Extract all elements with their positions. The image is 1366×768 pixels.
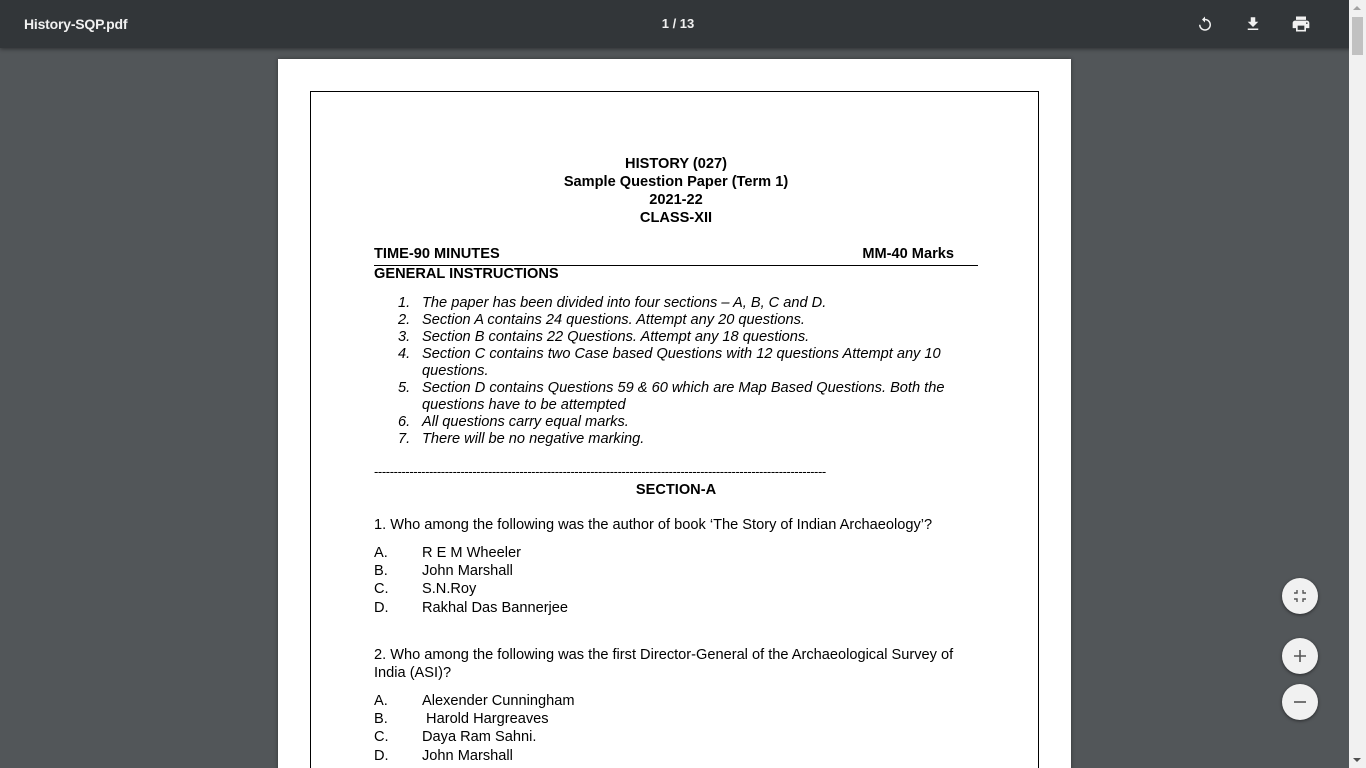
question-2-options	[374, 692, 934, 765]
fit-page-icon	[1293, 589, 1307, 603]
fit-page-button[interactable]	[1282, 578, 1318, 614]
zoom-out-icon	[1293, 695, 1307, 709]
option-row: D. John Marshall	[374, 747, 513, 764]
time-marks-row	[374, 246, 978, 266]
instruction-item: 2. Section A contains 24 questions. Attempt any 20 questions.	[398, 312, 805, 328]
download-button[interactable]	[1241, 12, 1265, 36]
section-title: SECTION-A	[635, 482, 717, 498]
page-indicator: 1 / 13	[661, 16, 695, 31]
session-year: 2021-22	[649, 192, 703, 208]
instructions-title: GENERAL INSTRUCTIONS	[374, 266, 559, 282]
option-row: C. Daya Ram Sahni.	[374, 729, 537, 746]
subject-title: HISTORY (027)	[625, 156, 727, 172]
instruction-item: 7. There will be no negative marking.	[398, 431, 645, 447]
question-1-options	[374, 544, 934, 617]
rotate-button[interactable]	[1193, 12, 1217, 36]
file-name: History-SQP.pdf	[24, 16, 128, 32]
paper-title: Sample Question Paper (Term 1)	[563, 174, 789, 190]
option-row: A. Alexender Cunningham	[374, 693, 575, 709]
instruction-item: 6. All questions carry equal marks.	[398, 414, 629, 430]
option-row: A. R E M Wheeler	[374, 545, 521, 561]
option-row: C. S.N.Roy	[374, 581, 477, 598]
dashed-separator: -------------------------------------------------------------------------------------------------------------------	[374, 464, 826, 479]
zoom-out-button[interactable]	[1282, 684, 1318, 720]
zoom-in-button[interactable]	[1282, 638, 1318, 674]
instructions-list	[374, 295, 974, 448]
time-label: TIME-90 MINUTES	[374, 246, 500, 262]
option-row: B. John Marshall	[374, 563, 513, 580]
marks-label: MM-40 Marks	[862, 246, 954, 262]
instruction-item: 5. Section D contains Questions 59 & 60 which are Map Based Questions. Both the questions have to be attempted	[398, 380, 945, 413]
instruction-item: 1. The paper has been divided into four sections – A, B, C and D.	[398, 295, 827, 311]
scroll-up-arrow[interactable]	[1349, 0, 1366, 17]
print-icon	[1291, 14, 1311, 34]
print-button[interactable]	[1289, 12, 1313, 36]
scroll-thumb[interactable]	[1352, 17, 1363, 55]
zoom-in-icon	[1293, 649, 1307, 663]
instruction-item: 3. Section B contains 22 Questions. Attempt any 18 questions.	[398, 329, 810, 345]
pdf-page	[278, 59, 1071, 768]
class-label: CLASS-XII	[639, 210, 713, 226]
download-icon	[1244, 15, 1262, 33]
pdf-toolbar	[0, 0, 1366, 48]
question-1: 1. Who among the following was the author of book ‘The Story of Indian Archaeology’?	[374, 517, 933, 533]
option-row: D. Rakhal Das Bannerjee	[374, 599, 569, 616]
question-2: 2. Who among the following was the first Director-General of the Archaeological Survey of India (ASI)?	[374, 647, 954, 681]
vertical-scrollbar[interactable]	[1349, 0, 1366, 768]
option-row: B. Harold Hargreaves	[374, 711, 549, 728]
paper-heading	[374, 155, 978, 227]
instruction-item: 4. Section C contains two Case based Questions with 12 questions Attempt any 10 questions.	[398, 346, 941, 379]
rotate-icon	[1196, 15, 1214, 33]
scroll-down-arrow[interactable]	[1349, 751, 1366, 768]
